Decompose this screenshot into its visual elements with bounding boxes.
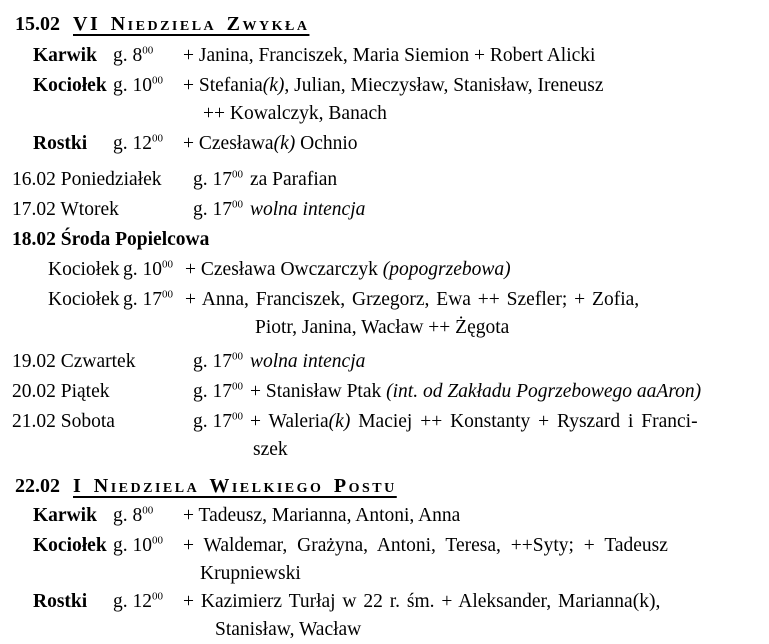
intention-text: + Stanisław Ptak [250,381,387,402]
intention-text: + Czesława Owczarczyk [185,259,383,280]
header-title: I Niedziela Wielkiego Postu [73,475,397,497]
time-superscript: 00 [232,410,243,423]
continuation-line [0,560,769,588]
intention-text: + Anna, Franciszek, Grzegorz, Ewa ++ Szefler; + Zofia, [185,289,640,310]
weekday-date-label: 20.02 Piątek [12,381,110,402]
continuation-text: Stanisław, Wacław [215,619,362,640]
intention-text: + Waldemar, Grażyna, Antoni, Teresa, ++Syty; + Tadeusz [183,535,668,556]
weekday-row-19-02 [0,348,769,376]
time-superscript: 00 [232,198,243,211]
mass-intention [250,169,337,190]
time-text: g. 17 [193,199,232,220]
weekday-row-16-02 [0,166,769,194]
time-superscript: 00 [142,44,154,57]
mass-time [113,588,183,616]
place-name: Rostki [33,591,88,612]
intention-text: za Parafian [250,169,338,190]
sunday-header-22-02 [0,472,769,500]
time-text: g. 12 [113,591,152,612]
time-text: g. 10 [113,535,152,556]
mass-row-rostki-12 [0,130,769,158]
mass-intention [183,133,358,154]
mass-row-kociolek-10 [0,72,769,100]
intention-text-italic: wolna intencja [250,351,366,372]
time-text: g. 10 [113,75,152,96]
intention-text-italic: (popogrzebowa) [382,259,511,280]
time-text: g. 12 [113,133,152,154]
continuation-line [0,436,769,464]
mass-time [113,502,183,530]
header-date: 15.02 [15,13,60,35]
time-superscript: 00 [152,590,163,603]
mass-row-kociolek-17-ash [0,286,769,314]
intention-text: , Julian, Mieczysław, Stanisław, Ireneusz [284,75,604,96]
intention-text-italic: wolna intencja [250,199,366,220]
weekday-date-label: 21.02 Sobota [12,411,115,432]
mass-time [193,351,243,372]
mass-intention [250,351,365,372]
intention-text-italic: (int. od Zakładu Pogrzebowego aaAron) [386,381,702,402]
intention-text: Maciej ++ Konstanty + Ryszard i Franci- [350,411,698,432]
mass-time [113,72,183,100]
time-superscript: 00 [142,504,154,517]
header-title: VI Niedziela Zwykła [73,13,310,35]
time-superscript: 00 [232,168,243,181]
intention-text: + Janina, Franciszek, Maria Siemion + Robert Alicki [183,45,596,66]
continuation-text: Krupniewski [200,563,301,584]
mass-time [113,130,183,158]
time-text: g. 8 [113,45,143,66]
time-superscript: 00 [162,288,173,301]
mass-row-kociolek-10-lent [0,532,769,560]
mass-row-karwik-8 [0,42,769,70]
time-superscript: 00 [162,258,173,271]
time-text: g. 17 [193,381,232,402]
time-text: g. 17 [193,169,232,190]
intention-text: + Tadeusz, Marianna, Antoni, Anna [183,505,461,526]
header-date: 22.02 [15,475,60,497]
sunday-header-15-02 [0,10,769,38]
time-superscript: 00 [152,534,163,547]
mass-time [193,199,243,220]
mass-intention [250,411,698,432]
weekday-date-label: 19.02 Czwartek [12,351,136,372]
weekday-date-label: 16.02 Poniedziałek [12,169,162,190]
continuation-line [0,314,769,342]
intention-text: + Waleria [250,411,329,432]
time-text: g. 10 [123,259,162,280]
mass-row-rostki-12-lent [0,588,769,616]
mass-intention [183,535,668,556]
mass-time [113,532,183,560]
weekday-row-17-02 [0,196,769,224]
mass-intention [185,259,511,280]
mass-intention [250,199,365,220]
place-name: Karwik [33,505,97,526]
time-superscript: 00 [152,74,163,87]
weekday-header-label: 18.02 Środa Popielcowa [12,229,210,250]
mass-time [193,411,243,432]
place-name: Karwik [33,45,97,66]
mass-intention [183,591,660,612]
continuation-line [0,616,769,644]
intention-text: + Czesława [183,133,274,154]
mass-intention [183,505,460,526]
weekday-row-20-02 [0,378,769,406]
intention-text: Ochnio [295,133,358,154]
place-name: Kociołek [48,259,120,280]
continuation-text: Piotr, Janina, Wacław ++ Żęgota [255,317,510,338]
time-text: g. 8 [113,505,143,526]
intention-text: + Kazimierz Turłaj w 22 r. śm. + Aleksander, Marianna(k), [183,591,661,612]
time-text: g. 17 [193,351,232,372]
mass-row-karwik-8-lent [0,502,769,530]
continuation-text: szek [253,439,288,460]
mass-time [113,42,183,70]
mass-intention [250,381,701,402]
intention-text: + Stefania [183,75,263,96]
mass-time [193,381,243,402]
mass-intention [183,45,595,66]
time-superscript: 00 [152,132,163,145]
intention-text-italic: (k) [273,133,296,154]
time-text: g. 17 [123,289,162,310]
weekday-date-label: 17.02 Wtorek [12,199,119,220]
continuation-line [0,100,769,128]
mass-row-kociolek-10-ash [0,256,769,284]
mass-time [123,256,185,284]
place-name: Kociołek [33,535,107,556]
time-superscript: 00 [232,350,243,363]
place-name: Kociołek [33,75,107,96]
intention-text-italic: (k) [328,411,351,432]
mass-time [193,169,243,190]
mass-intention [185,289,639,310]
mass-time [123,286,185,314]
time-text: g. 17 [193,411,232,432]
weekday-row-21-02 [0,408,769,436]
continuation-text: ++ Kowalczyk, Banach [203,103,387,124]
place-name: Rostki [33,133,88,154]
mass-intention [183,75,604,96]
intention-text-italic: (k) [262,75,285,96]
weekday-header-18-02 [0,226,769,254]
place-name: Kociołek [48,289,120,310]
time-superscript: 00 [232,380,243,393]
